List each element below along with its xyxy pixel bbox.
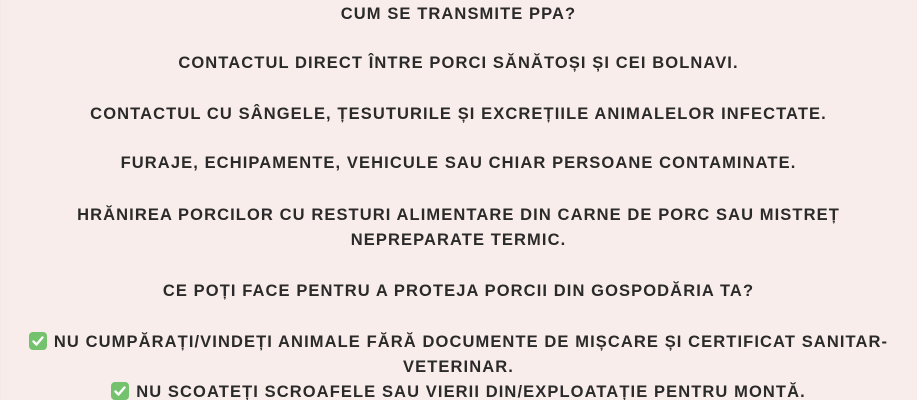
protection-item [11, 380, 906, 400]
protection-item-text: NU SCOATEȚI SCROAFELE SAU VIERII DIN/EXPLOATAȚIE PENTRU MONTĂ. [136, 383, 806, 400]
protection-question-heading: CE POȚI FACE PENTRU A PROTEJA PORCII DIN GOSPODĂRIA TA? [162, 282, 755, 300]
protection-item [19, 330, 899, 380]
page-title: CUM SE TRANSMITE PPA? [340, 5, 577, 23]
transmission-item: CONTACTUL DIRECT ÎNTRE PORCI SĂNĂTOȘI ȘI CEI BOLNAVI. [178, 54, 739, 72]
transmission-item: FURAJE, ECHIPAMENTE, VEHICULE SAU CHIAR PERSOANE CONTAMINATE. [120, 154, 797, 172]
transmission-item: HRĂNIREA PORCILOR CU RESTURI ALIMENTARE DIN CARNE DE PORC SAU MISTREȚ NEPREPARATE TERMIC. [77, 206, 840, 249]
protection-item-text: NU CUMPĂRAȚI/VINDEȚI ANIMALE FĂRĂ DOCUMENTE DE MIȘCARE ȘI CERTIFICAT SANITAR-VETERINAR. [53, 333, 889, 376]
transmission-item: CONTACTUL CU SÂNGELE, ȚESUTURILE ȘI EXCREȚIILE ANIMALELOR INFECTATE. [90, 105, 827, 123]
check-mark-icon [29, 332, 47, 350]
check-mark-icon [111, 382, 129, 400]
